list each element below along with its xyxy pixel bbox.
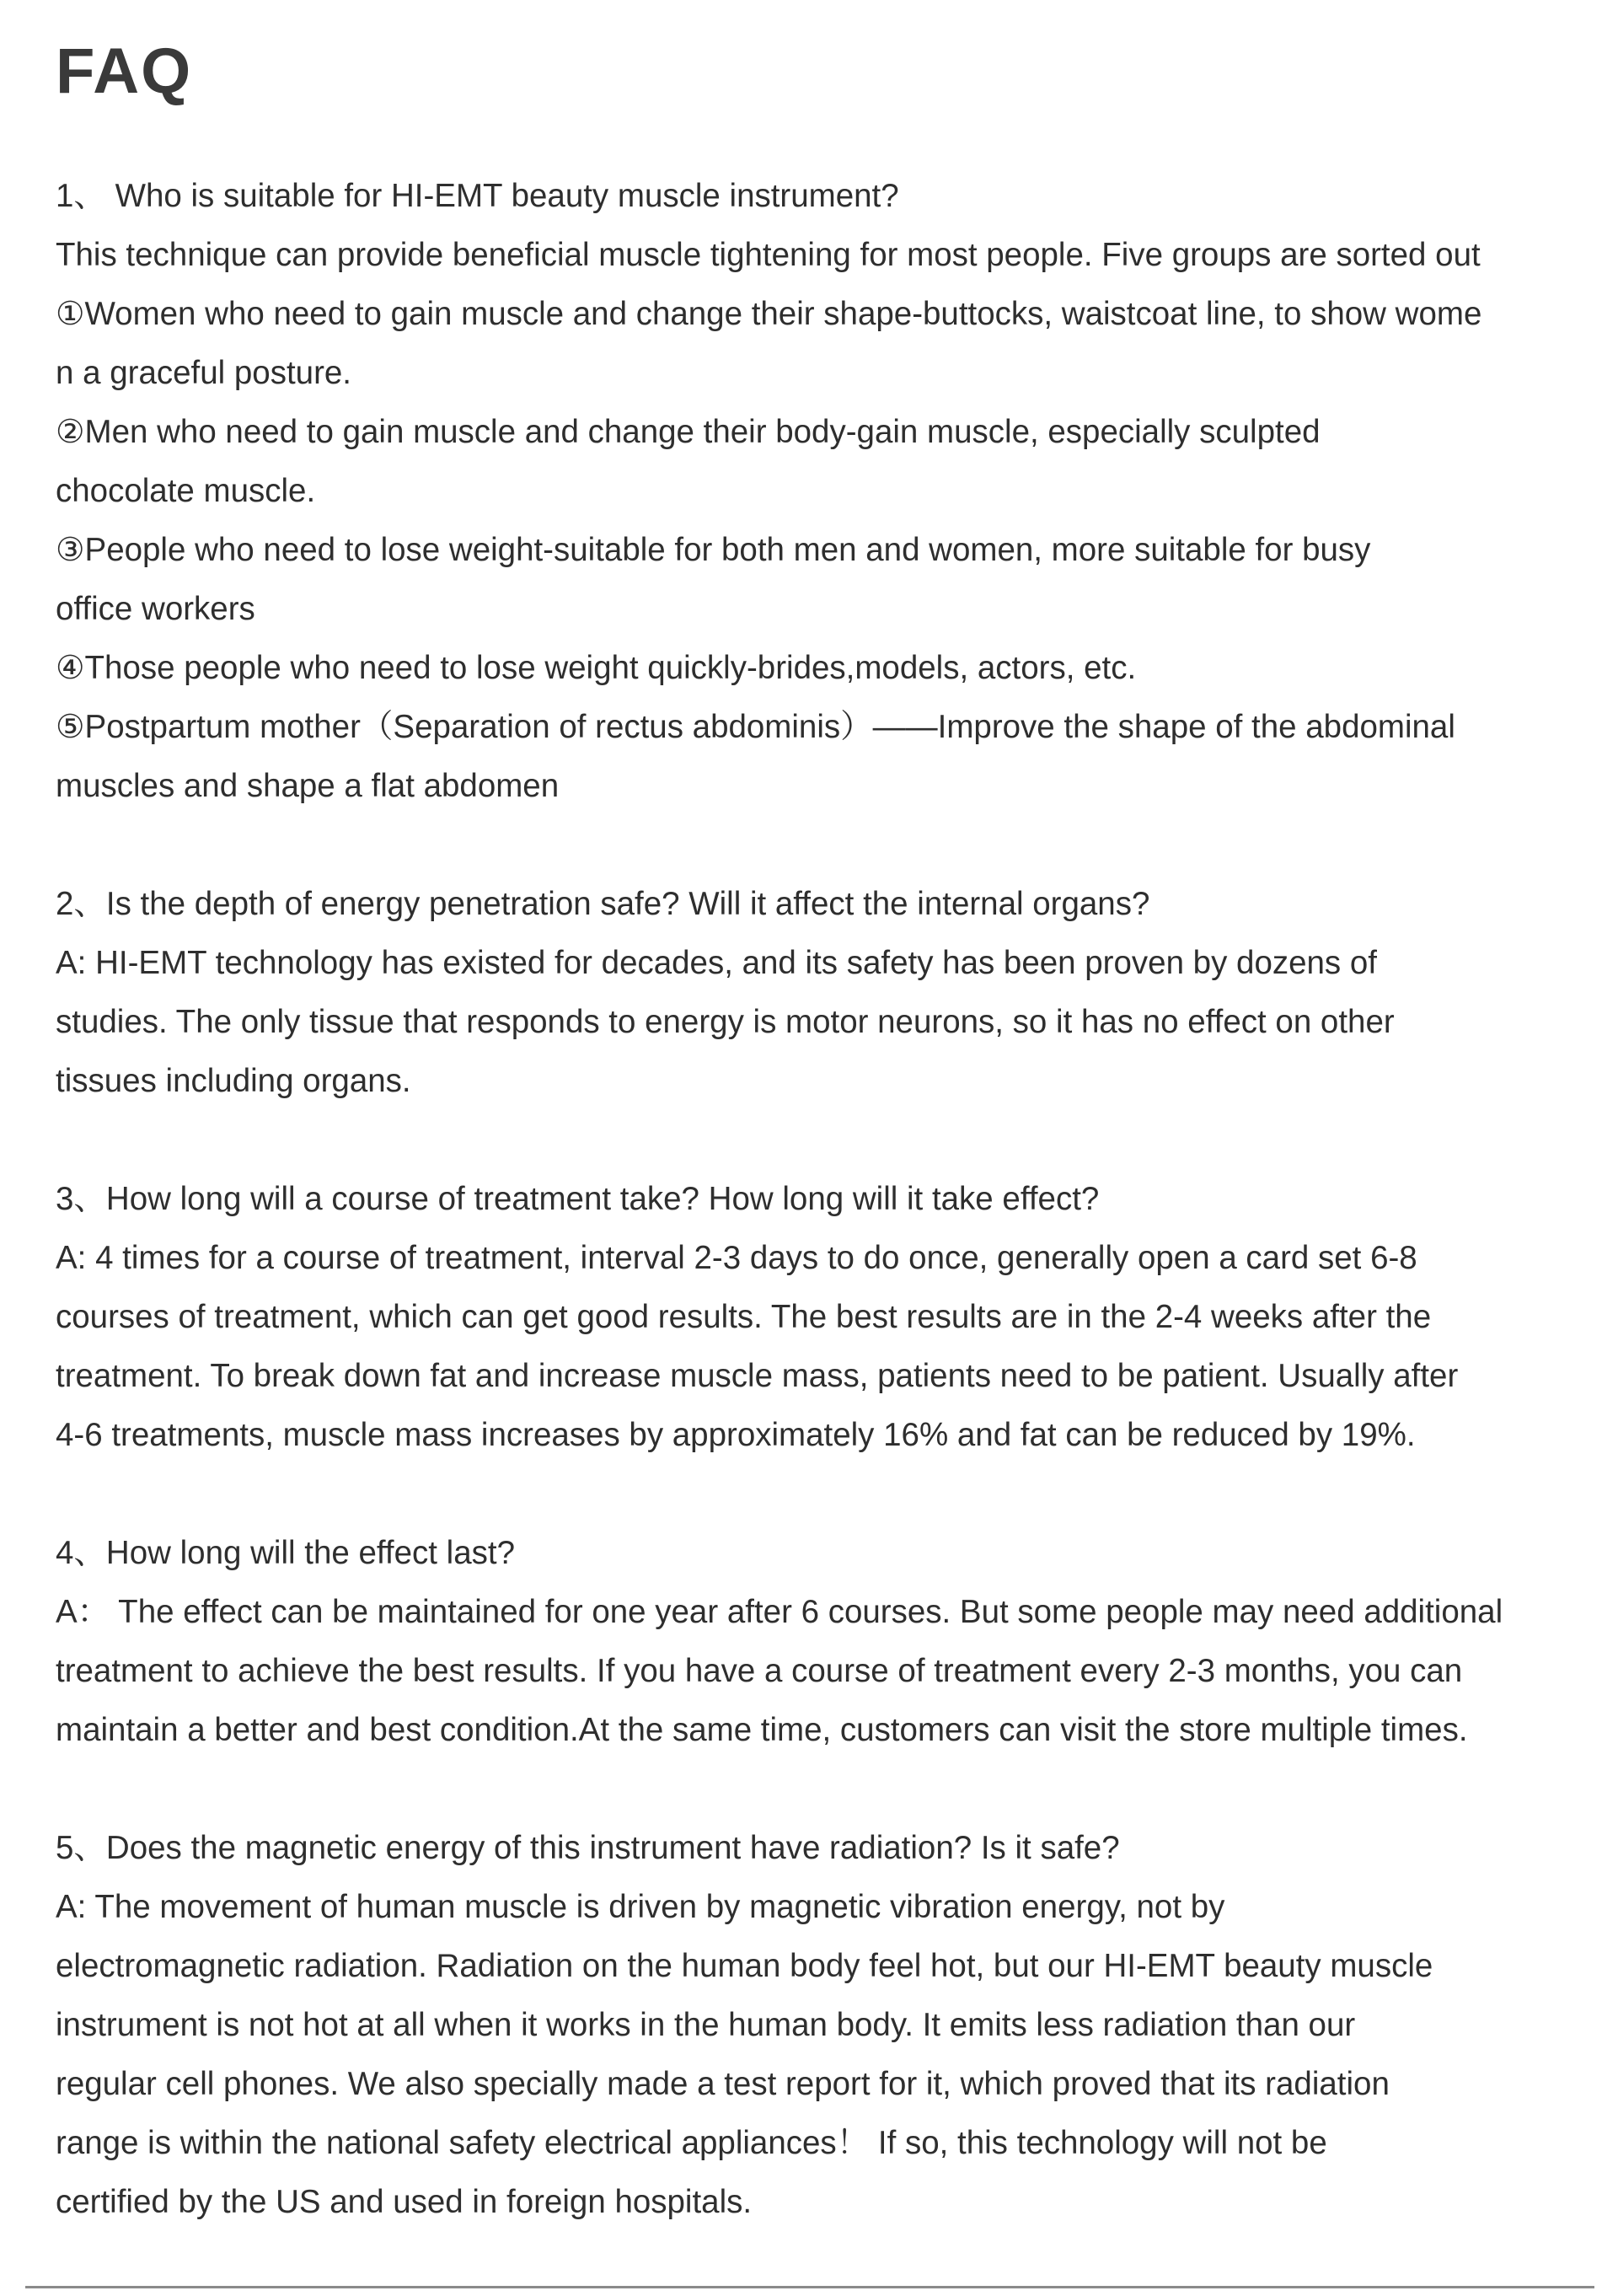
faq-answer-line: A: The movement of human muscle is driven by magnetic vibration energy, not by bbox=[56, 1889, 1225, 1925]
faq-answer-line: range is within the national safety electrical appliances！ If so, this technology will not be bbox=[56, 2125, 1327, 2161]
faq-question: 5、Does the magnetic energy of this instrument have radiation? Is it safe? bbox=[56, 1830, 1120, 1866]
faq-answer-line: treatment to achieve the best results. If you have a course of treatment every 2-3 months, you can bbox=[56, 1653, 1463, 1689]
faq-answer-line: maintain a better and best condition.At the same time, customers can visit the store multiple times. bbox=[56, 1712, 1468, 1748]
faq-answer-line: courses of treatment, which can get good results. The best results are in the 2-4 weeks after the bbox=[56, 1299, 1432, 1335]
faq-answer-line: chocolate muscle. bbox=[56, 473, 316, 509]
faq-question: 4、How long will the effect last? bbox=[56, 1535, 515, 1571]
faq-answer-line: instrument is not hot at all when it works in the human body. It emits less radiation than our bbox=[56, 2007, 1356, 2043]
faq-answer-line: ④Those people who need to lose weight quickly-brides,models, actors, etc. bbox=[56, 650, 1137, 686]
faq-answer-line: 4-6 treatments, muscle mass increases by approximately 16% and fat can be reduced by 19%. bbox=[56, 1417, 1416, 1453]
faq-answer-line: regular cell phones. We also specially made a test report for it, which proved that its radiation bbox=[56, 2066, 1390, 2102]
faq-answer-line: ③People who need to lose weight-suitable for both men and women, more suitable for busy bbox=[56, 532, 1371, 568]
faq-answer-line: muscles and shape a flat abdomen bbox=[56, 768, 560, 804]
faq-answer-line: ②Men who need to gain muscle and change their body-gain muscle, especially sculpted bbox=[56, 414, 1321, 450]
faq-answer-line: A： The effect can be maintained for one year after 6 courses. But some people may need additional bbox=[56, 1594, 1503, 1630]
faq-question: 1、 Who is suitable for HI-EMT beauty muscle instrument? bbox=[56, 178, 899, 214]
page-title: FAQ bbox=[56, 35, 193, 107]
faq-question: 2、Is the depth of energy penetration safe? Will it affect the internal organs? bbox=[56, 886, 1150, 922]
faq-list bbox=[56, 167, 1598, 2232]
faq-answer-line: ⑤Postpartum mother（Separation of rectus abdominis）——Improve the shape of the abdominal bbox=[56, 709, 1455, 745]
faq-item bbox=[56, 875, 1598, 1111]
faq-answer-line: certified by the US and used in foreign hospitals. bbox=[56, 2184, 753, 2220]
faq-item bbox=[56, 1170, 1598, 1465]
faq-answer-line: A: HI-EMT technology has existed for decades, and its safety has been proven by dozens of bbox=[56, 945, 1377, 981]
faq-answer-line: studies. The only tissue that responds to energy is motor neurons, so it has no effect on other bbox=[56, 1004, 1395, 1040]
faq-answer-line: treatment. To break down fat and increase muscle mass, patients need to be patient. Usually after bbox=[56, 1358, 1459, 1394]
faq-item bbox=[56, 1524, 1598, 1760]
faq-answer-line: tissues including organs. bbox=[56, 1063, 411, 1099]
bottom-divider bbox=[25, 2286, 1594, 2288]
faq-answer-line: n a graceful posture. bbox=[56, 355, 351, 391]
faq-answer-line: electromagnetic radiation. Radiation on the human body feel hot, but our HI-EMT beauty muscle bbox=[56, 1948, 1433, 1984]
faq-answer-line: ①Women who need to gain muscle and change their shape-buttocks, waistcoat line, to show wome bbox=[56, 296, 1482, 332]
faq-answer-line: A: 4 times for a course of treatment, interval 2-3 days to do once, generally open a card set 6-8 bbox=[56, 1240, 1417, 1276]
faq-answer-line: This technique can provide beneficial muscle tightening for most people. Five groups are sorted out bbox=[56, 237, 1481, 273]
faq-question: 3、How long will a course of treatment take? How long will it take effect? bbox=[56, 1181, 1100, 1217]
faq-item bbox=[56, 167, 1598, 816]
faq-answer-line: office workers bbox=[56, 591, 255, 627]
faq-item bbox=[56, 1819, 1598, 2232]
